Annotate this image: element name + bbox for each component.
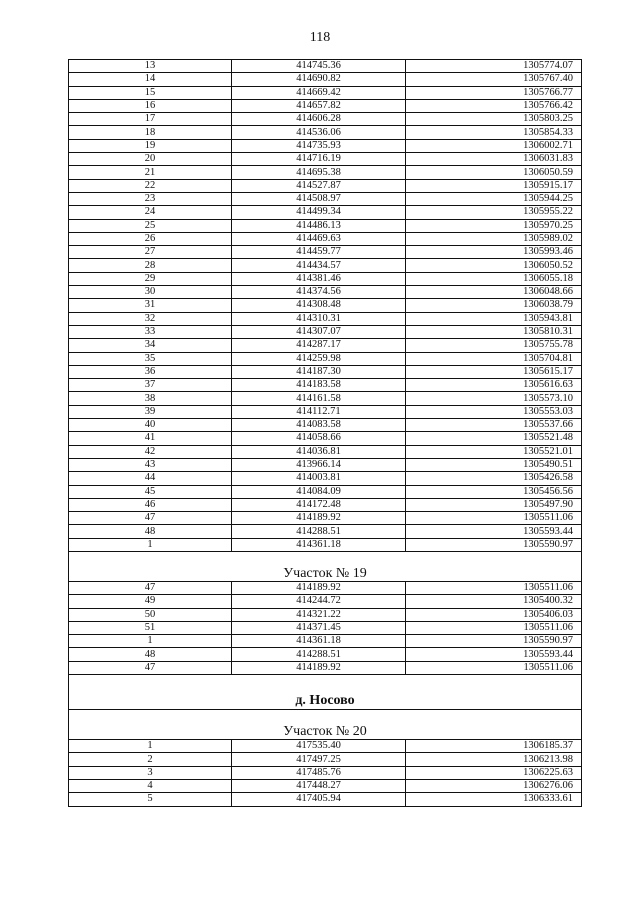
y-coordinate-cell: 1306276.06: [406, 779, 582, 792]
table-row: [69, 139, 582, 152]
y-coordinate-cell: 1305755.78: [406, 339, 582, 352]
table-row: [69, 192, 582, 205]
table-row: [69, 648, 582, 661]
point-number-cell: 51: [69, 621, 232, 634]
table-row: [69, 166, 582, 179]
village-header: [69, 675, 582, 740]
x-coordinate-cell: 414112.71: [232, 405, 406, 418]
x-coordinate-cell: 414244.72: [232, 595, 406, 608]
y-coordinate-cell: 1306185.37: [406, 740, 582, 753]
y-coordinate-cell: 1305766.42: [406, 99, 582, 112]
y-coordinate-cell: 1306213.98: [406, 753, 582, 766]
y-coordinate-cell: 1305766.77: [406, 86, 582, 99]
y-coordinate-cell: 1305704.81: [406, 352, 582, 365]
y-coordinate-cell: 1305406.03: [406, 608, 582, 621]
y-coordinate-cell: 1305456.56: [406, 485, 582, 498]
table-row: [69, 153, 582, 166]
table-row: [69, 60, 582, 73]
x-coordinate-cell: 414307.07: [232, 325, 406, 338]
point-number-cell: 21: [69, 166, 232, 179]
point-number-cell: 37: [69, 379, 232, 392]
table-row: [69, 766, 582, 779]
point-number-cell: 35: [69, 352, 232, 365]
x-coordinate-cell: 414527.87: [232, 179, 406, 192]
x-coordinate-cell: 414657.82: [232, 99, 406, 112]
y-coordinate-cell: 1305970.25: [406, 219, 582, 232]
coordinates-table: [68, 59, 582, 807]
y-coordinate-cell: 1305573.10: [406, 392, 582, 405]
page-number: 118: [309, 30, 331, 45]
point-number-cell: 1: [69, 635, 232, 648]
x-coordinate-cell: 414187.30: [232, 365, 406, 378]
table-row: [69, 286, 582, 299]
table-row: [69, 259, 582, 272]
y-coordinate-cell: 1306031.83: [406, 153, 582, 166]
section-title: Участок № 19: [69, 551, 582, 581]
x-coordinate-cell: 417497.25: [232, 753, 406, 766]
point-number-cell: 13: [69, 60, 232, 73]
x-coordinate-cell: 414508.97: [232, 192, 406, 205]
y-coordinate-cell: 1305774.07: [406, 60, 582, 73]
point-number-cell: 43: [69, 458, 232, 471]
table-row: [69, 246, 582, 259]
x-coordinate-cell: 413966.14: [232, 458, 406, 471]
table-row: [69, 472, 582, 485]
x-coordinate-cell: 414434.57: [232, 259, 406, 272]
y-coordinate-cell: 1305521.01: [406, 445, 582, 458]
y-coordinate-cell: 1305943.81: [406, 312, 582, 325]
point-number-cell: 48: [69, 525, 232, 538]
table-row: [69, 753, 582, 766]
table-row: [69, 113, 582, 126]
point-number-cell: 46: [69, 498, 232, 511]
x-coordinate-cell: 414083.58: [232, 419, 406, 432]
x-coordinate-cell: 417535.40: [232, 740, 406, 753]
x-coordinate-cell: 414003.81: [232, 472, 406, 485]
table-row: [69, 621, 582, 634]
x-coordinate-cell: 414161.58: [232, 392, 406, 405]
x-coordinate-cell: 414606.28: [232, 113, 406, 126]
table-row: [69, 365, 582, 378]
point-number-cell: 38: [69, 392, 232, 405]
x-coordinate-cell: 417485.76: [232, 766, 406, 779]
table-row: [69, 485, 582, 498]
x-coordinate-cell: 414172.48: [232, 498, 406, 511]
table-row: [69, 272, 582, 285]
x-coordinate-cell: 417405.94: [232, 793, 406, 806]
table-row: [69, 73, 582, 86]
point-number-cell: 5: [69, 793, 232, 806]
table-row: [69, 458, 582, 471]
y-coordinate-cell: 1305590.97: [406, 538, 582, 551]
y-coordinate-cell: 1305521.48: [406, 432, 582, 445]
table-row: [69, 595, 582, 608]
point-number-cell: 44: [69, 472, 232, 485]
point-number-cell: 45: [69, 485, 232, 498]
table-row: [69, 581, 582, 594]
x-coordinate-cell: 414374.56: [232, 286, 406, 299]
table-row: [69, 635, 582, 648]
point-number-cell: 34: [69, 339, 232, 352]
x-coordinate-cell: 414469.63: [232, 232, 406, 245]
x-coordinate-cell: 414371.45: [232, 621, 406, 634]
table-row: [69, 538, 582, 551]
x-coordinate-cell: 414321.22: [232, 608, 406, 621]
table-block-c: [69, 740, 582, 806]
table-row: [69, 379, 582, 392]
x-coordinate-cell: 414735.93: [232, 139, 406, 152]
point-number-cell: 18: [69, 126, 232, 139]
y-coordinate-cell: 1305854.33: [406, 126, 582, 139]
table-row: [69, 99, 582, 112]
x-coordinate-cell: 414189.92: [232, 512, 406, 525]
y-coordinate-cell: 1305767.40: [406, 73, 582, 86]
x-coordinate-cell: 414036.81: [232, 445, 406, 458]
point-number-cell: 1: [69, 538, 232, 551]
y-coordinate-cell: 1305810.31: [406, 325, 582, 338]
point-number-cell: 42: [69, 445, 232, 458]
table-row: [69, 312, 582, 325]
point-number-cell: 28: [69, 259, 232, 272]
y-coordinate-cell: 1305511.06: [406, 661, 582, 674]
table-row: [69, 779, 582, 792]
y-coordinate-cell: 1306048.66: [406, 286, 582, 299]
point-number-cell: 31: [69, 299, 232, 312]
x-coordinate-cell: 414695.38: [232, 166, 406, 179]
x-coordinate-cell: 414690.82: [232, 73, 406, 86]
table-row: [69, 232, 582, 245]
y-coordinate-cell: 1305490.51: [406, 458, 582, 471]
village-title: д. Носово: [69, 675, 582, 710]
point-number-cell: 20: [69, 153, 232, 166]
x-coordinate-cell: 414381.46: [232, 272, 406, 285]
table-row: [69, 86, 582, 99]
table-row: [69, 352, 582, 365]
table-row: [69, 525, 582, 538]
point-number-cell: 27: [69, 246, 232, 259]
x-coordinate-cell: 414536.06: [232, 126, 406, 139]
point-number-cell: 1: [69, 740, 232, 753]
y-coordinate-cell: 1306050.59: [406, 166, 582, 179]
point-number-cell: 16: [69, 99, 232, 112]
y-coordinate-cell: 1306050.52: [406, 259, 582, 272]
point-number-cell: 19: [69, 139, 232, 152]
y-coordinate-cell: 1305955.22: [406, 206, 582, 219]
point-number-cell: 24: [69, 206, 232, 219]
y-coordinate-cell: 1305511.06: [406, 512, 582, 525]
y-coordinate-cell: 1305993.46: [406, 246, 582, 259]
y-coordinate-cell: 1305400.32: [406, 595, 582, 608]
point-number-cell: 47: [69, 581, 232, 594]
point-number-cell: 29: [69, 272, 232, 285]
x-coordinate-cell: 414288.51: [232, 525, 406, 538]
y-coordinate-cell: 1305989.02: [406, 232, 582, 245]
x-coordinate-cell: 414745.36: [232, 60, 406, 73]
y-coordinate-cell: 1306038.79: [406, 299, 582, 312]
point-number-cell: 17: [69, 113, 232, 126]
point-number-cell: 47: [69, 512, 232, 525]
point-number-cell: 15: [69, 86, 232, 99]
y-coordinate-cell: 1305915.17: [406, 179, 582, 192]
table-row: [69, 405, 582, 418]
table-row: [69, 299, 582, 312]
point-number-cell: 2: [69, 753, 232, 766]
point-number-cell: 50: [69, 608, 232, 621]
table-row: [69, 793, 582, 806]
point-number-cell: 22: [69, 179, 232, 192]
point-number-cell: 3: [69, 766, 232, 779]
y-coordinate-cell: 1306333.61: [406, 793, 582, 806]
x-coordinate-cell: 414183.58: [232, 379, 406, 392]
table-row: [69, 339, 582, 352]
x-coordinate-cell: 414716.19: [232, 153, 406, 166]
x-coordinate-cell: 414189.92: [232, 661, 406, 674]
x-coordinate-cell: 414486.13: [232, 219, 406, 232]
y-coordinate-cell: 1305944.25: [406, 192, 582, 205]
section-title: Участок № 20: [69, 710, 582, 740]
x-coordinate-cell: 414499.34: [232, 206, 406, 219]
x-coordinate-cell: 414259.98: [232, 352, 406, 365]
x-coordinate-cell: 414669.42: [232, 86, 406, 99]
table-row: [69, 432, 582, 445]
point-number-cell: 39: [69, 405, 232, 418]
point-number-cell: 14: [69, 73, 232, 86]
y-coordinate-cell: 1305616.63: [406, 379, 582, 392]
point-number-cell: 47: [69, 661, 232, 674]
x-coordinate-cell: 414361.18: [232, 538, 406, 551]
point-number-cell: 49: [69, 595, 232, 608]
point-number-cell: 33: [69, 325, 232, 338]
table-row: [69, 661, 582, 674]
table-row: [69, 740, 582, 753]
table-row: [69, 206, 582, 219]
x-coordinate-cell: 417448.27: [232, 779, 406, 792]
y-coordinate-cell: 1305511.06: [406, 581, 582, 594]
y-coordinate-cell: 1305497.90: [406, 498, 582, 511]
x-coordinate-cell: 414361.18: [232, 635, 406, 648]
y-coordinate-cell: 1305537.66: [406, 419, 582, 432]
point-number-cell: 4: [69, 779, 232, 792]
table-row: [69, 498, 582, 511]
y-coordinate-cell: 1305615.17: [406, 365, 582, 378]
point-number-cell: 26: [69, 232, 232, 245]
point-number-cell: 32: [69, 312, 232, 325]
x-coordinate-cell: 414308.48: [232, 299, 406, 312]
point-number-cell: 41: [69, 432, 232, 445]
table-row: [69, 219, 582, 232]
x-coordinate-cell: 414288.51: [232, 648, 406, 661]
point-number-cell: 25: [69, 219, 232, 232]
table-row: [69, 512, 582, 525]
x-coordinate-cell: 414310.31: [232, 312, 406, 325]
x-coordinate-cell: 414058.66: [232, 432, 406, 445]
point-number-cell: 36: [69, 365, 232, 378]
point-number-cell: 23: [69, 192, 232, 205]
y-coordinate-cell: 1306002.71: [406, 139, 582, 152]
y-coordinate-cell: 1305593.44: [406, 648, 582, 661]
y-coordinate-cell: 1306225.63: [406, 766, 582, 779]
section-19-header: [69, 551, 582, 581]
x-coordinate-cell: 414459.77: [232, 246, 406, 259]
table-row: [69, 445, 582, 458]
y-coordinate-cell: 1305553.03: [406, 405, 582, 418]
y-coordinate-cell: 1305590.97: [406, 635, 582, 648]
table-block-b: [69, 581, 582, 674]
point-number-cell: 30: [69, 286, 232, 299]
table-row: [69, 179, 582, 192]
table-row: [69, 126, 582, 139]
table-row: [69, 608, 582, 621]
y-coordinate-cell: 1305593.44: [406, 525, 582, 538]
point-number-cell: 48: [69, 648, 232, 661]
x-coordinate-cell: 414084.09: [232, 485, 406, 498]
table-row: [69, 325, 582, 338]
x-coordinate-cell: 414287.17: [232, 339, 406, 352]
y-coordinate-cell: 1305803.25: [406, 113, 582, 126]
table-row: [69, 392, 582, 405]
table-row: [69, 419, 582, 432]
y-coordinate-cell: 1305426.58: [406, 472, 582, 485]
y-coordinate-cell: 1305511.06: [406, 621, 582, 634]
y-coordinate-cell: 1306055.18: [406, 272, 582, 285]
table-block-a: [69, 60, 582, 552]
x-coordinate-cell: 414189.92: [232, 581, 406, 594]
point-number-cell: 40: [69, 419, 232, 432]
